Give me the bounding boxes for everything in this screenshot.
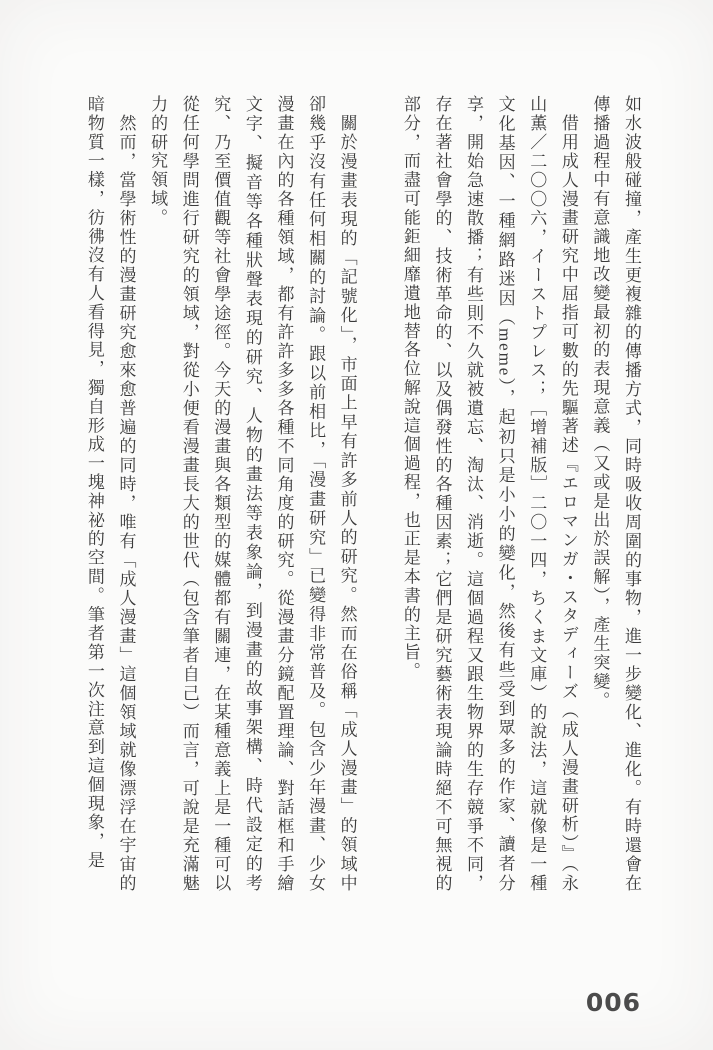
paragraph: 關於漫畫表現的「記號化」，市面上早有許多前人的研究。然而在俗稱「成人漫畫」的領域中卻幾乎沒有任何相關的討論。跟以前相比，「漫畫研究」已變得非常普及。包含少年漫畫、少女漫畫在內的各種領域，都有許許多多各種不同角度的研究。從漫畫分鏡配置理論、對話框和手繪文字、擬音等各種狀聲表現的研究、人物的畫法等表象論，到漫畫的故事架構、時代設定的考究、乃至價值觀等社會學途徑。今天的漫畫與各類型的媒體都有關連，在某種意義上是一種可以從任何學問進行研究的領域，對從小便看漫畫長大的世代（包含筆者自己）而言，可說是充滿魅力的研究領域。 [148, 95, 357, 893]
page-number: 006 [585, 988, 641, 1017]
body-text [78, 95, 647, 893]
paragraph-continuation: 如水波般碰撞，產生更複雜的傳播方式，同時吸收周圍的事物，進一步變化、進化。有時還會在傳播過程中有意識地改變最初的表現意義（又或是出於誤解），產生突變。 [590, 95, 641, 893]
paragraph: 借用成人漫畫研究中屈指可數的先驅著述『エロマンガ・スタディーズ（成人漫畫研析）』（永山薫／二〇〇六，イーストプレス；［增補版］二〇一四，ちくま文庫）的說法，這就像是一種文化基因、一種網路迷因（meme），起初只是小小的變化，然後有些受到眾多的作家、讀者分享，開始急速散播；有些則不久就被遺忘、淘汰、消逝。這個過程又跟生物界的生存競爭不同，存在著社會學的、技術革命的、以及偶發性的各種因素；它們是研究藝術表現論時絕不可無視的部分，而盡可能鉅細靡遺地替各位解說這個過程，也正是本書的主旨。 [400, 95, 578, 893]
paragraph: 然而，當學術性的漫畫研究愈來愈普遍的同時，唯有「成人漫畫」這個領域就像漂浮在宇宙的暗物質一樣，彷彿沒有人看得見，獨自形成一塊神祕的空間。筆者第一次注意到這個現象，是 [84, 95, 136, 893]
